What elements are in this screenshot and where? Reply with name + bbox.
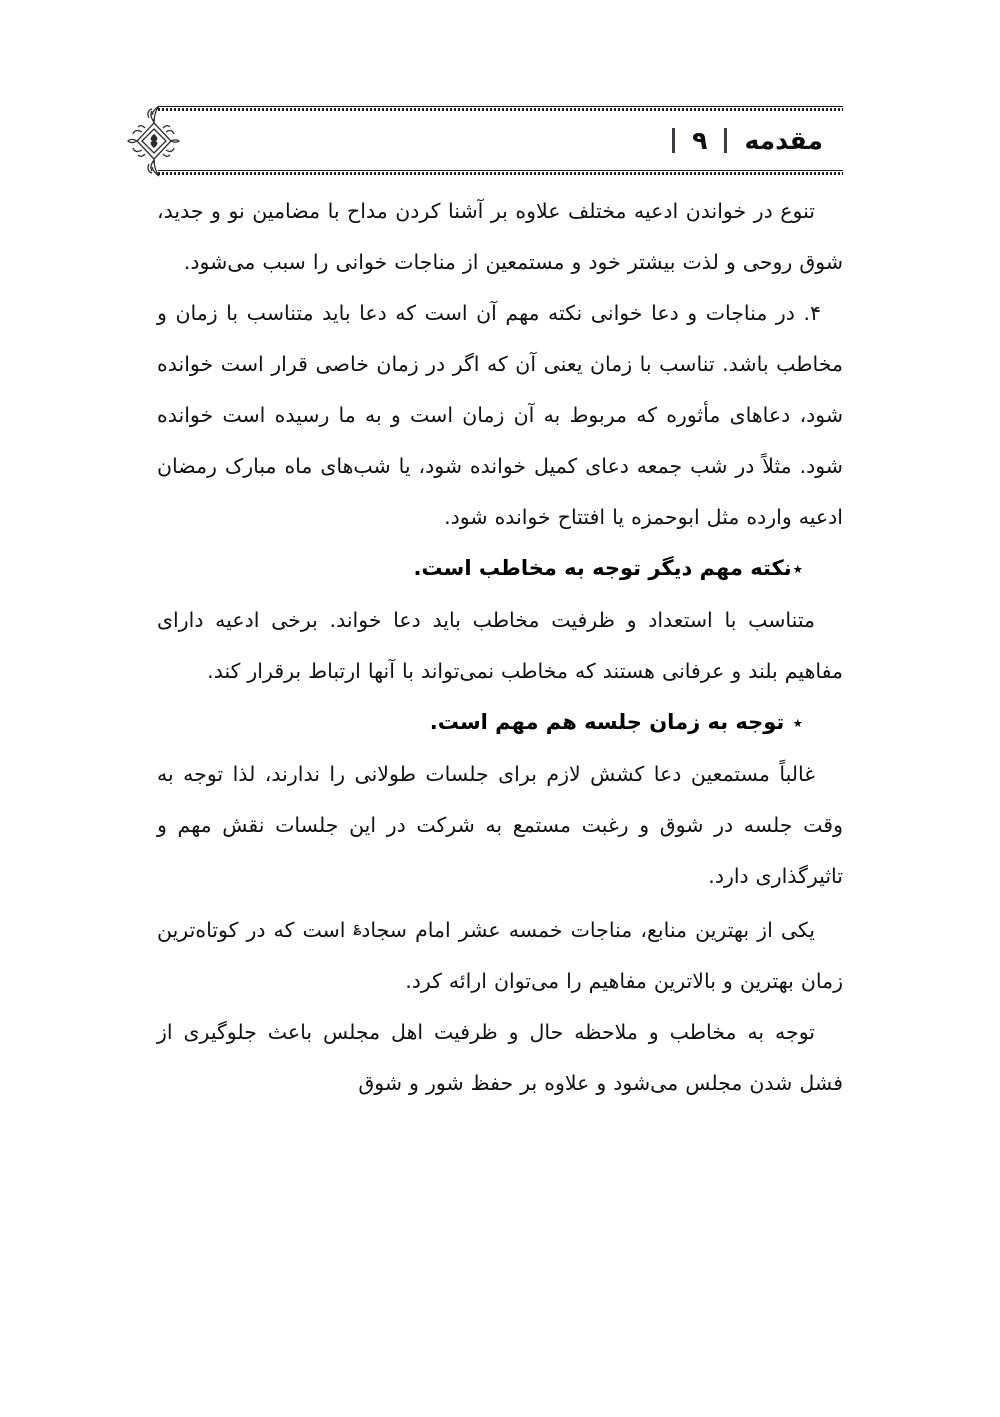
header-separator-left (672, 128, 675, 153)
paragraph-4: غالباً مستمعین دعا کشش لازم برای جلسات طولانی را ندارند، لذا توجه به وقت جلسه در شوق و رغبت مستمع به شرکت در این جلسات نقش مهم و تاثیرگذاری دارد. (157, 762, 843, 888)
header-rule-top (158, 106, 843, 111)
paragraph-1: تنوع در خواندن ادعیه مختلف علاوه بر آشنا کردن مداح با مضامین نو و جدید، شوق روحی و لذت بیشتر خود و مستمعین از مناجات خوانی را سبب می‌شود. (157, 199, 843, 274)
body-text-column (157, 186, 843, 1109)
numbered-paragraph-4: ۴. در مناجات و دعا خوانی نکته مهم آن است که دعا باید متناسب با زمان و مخاطب باشد. تناسب با زمان یعنی آن که اگر در زمان خاصی قرار است خوانده شود، دعاهای مأثوره که مربوط به آن زمان است و به ما رسیده است خوانده شود. مثلاً در شب جمعه دعای کمیل خوانده شود، یا شب‌های ماه مبارک رمضان ادعیه وارده مثل ابوحمزه یا افتتاح خوانده شود. (157, 301, 843, 529)
asterisk-marker-icon: ٭ (792, 712, 803, 734)
page-title: مقدمه (744, 125, 823, 155)
heading-text: نکته مهم دیگر توجه به مخاطب است. (413, 556, 792, 580)
header-rule-solid-line (158, 106, 843, 107)
header-rule-bottom (158, 170, 843, 175)
honorific-alayhi-assalam-icon: ؏ (353, 920, 362, 935)
heading-attention-to-audience (157, 543, 843, 595)
running-header (155, 100, 843, 182)
header-rule-dotted-line (158, 172, 843, 175)
paragraph-text-after-honorific: است که در کوتاه‌ترین زمان بهترین و بالاترین مفاهیم را می‌توان ارائه کرد. (157, 918, 843, 993)
paragraph-6: توجه به مخاطب و ملاحظه حال و ظرفیت اهل مجلس باعث جلوگیری از فشل شدن مجلس می‌شود و علاوه بر حفظ شور و شوق (157, 1020, 843, 1095)
paragraph-3: متناسب با استعداد و ظرفیت مخاطب باید دعا خواند. برخی ادعیه دارای مفاهیم بلند و عرفانی هستند که مخاطب نمی‌تواند با آنها ارتباط برقرار کند. (157, 608, 843, 683)
header-rule-dotted-line (158, 108, 843, 111)
header-rule-solid-line (158, 170, 843, 171)
heading-attention-to-session-time (157, 697, 843, 749)
paragraph-text-before-honorific: یکی از بهترین منابع، مناجات خمسه عشر امام سجاد (361, 918, 815, 942)
asterisk-marker-icon: ٭ (792, 558, 803, 580)
header-separator-right (724, 128, 727, 153)
paragraph-5-with-honorific (157, 902, 843, 1007)
header-label-group (672, 114, 823, 166)
page-number: ۹ (692, 125, 708, 155)
heading-text: توجه به زمان جلسه هم مهم است. (429, 710, 792, 734)
